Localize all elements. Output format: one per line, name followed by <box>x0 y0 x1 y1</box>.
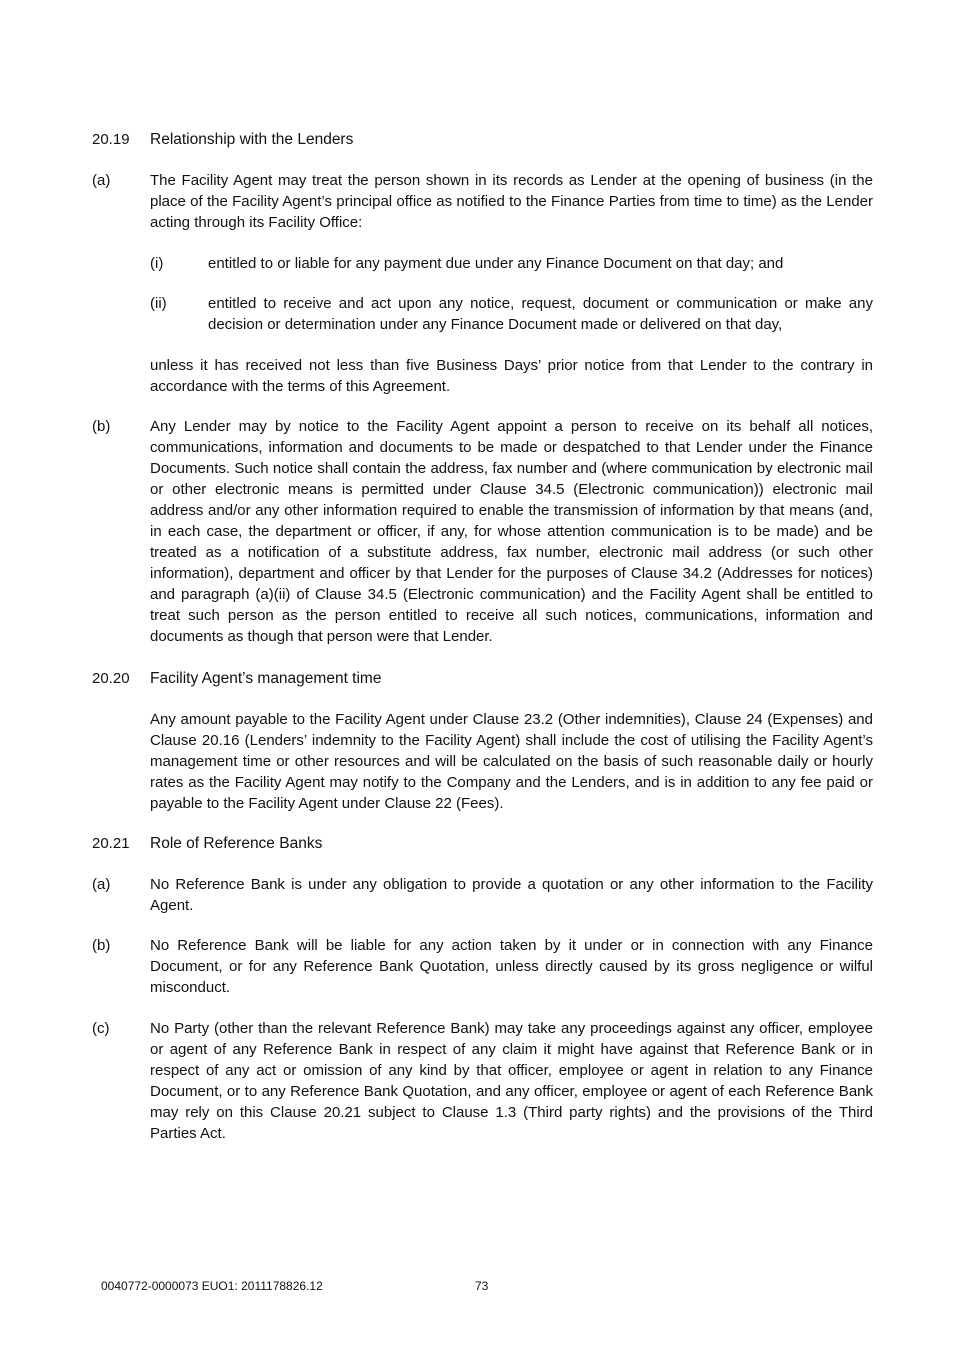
paragraph-text: Any Lender may by notice to the Facility Agent appoint a person to receive on its behalf all notices, communications, information and documents to be made or despatched to that Lender under the Finance Documents. Such notice shall contain the address, fax number and (where communication by electronic mail or other electronic means is permitted under Clause 34.5 (Electronic communication)) electronic mail address and/or any other information required to enable the transmission of information by that means (and, in each case, the department or officer, if any, for whose attention communication is to be made) and be treated as a notification of a substitute address, fax number, electronic mail address (or such other information), department and officer by that Lender for the purposes of Clause 34.2 (Addresses for notices) and paragraph (a)(ii) of Clause 34.5 (Electronic communication) and the Facility Agent shall be entitled to treat such person as the person entitled to receive all such notices, communications, information and documents as though that person were that Lender. <box>150 418 873 645</box>
paragraph-text: unless it has received not less than five Business Days’ prior notice from that Lender to the contrary in accordance with the terms of this Agreement. <box>150 357 873 395</box>
section-title: Facility Agent’s management time <box>150 670 382 687</box>
subparagraph-label: (ii) <box>150 295 167 312</box>
subparagraph-text: entitled to receive and act upon any notice, request, document or communication or make any decision or determination under any Finance Document made or delivered on that day, <box>208 295 873 333</box>
section-number: 20.19 <box>92 131 130 148</box>
paragraph-text: No Reference Bank will be liable for any action taken by it under or in connection with any Finance Document, or for any Reference Bank Quotation, unless directly caused by its gross negligence or wilful misconduct. <box>150 937 873 996</box>
paragraph-text: No Reference Bank is under any obligation to provide a quotation or any other information to the Facility Agent. <box>150 876 873 914</box>
page-number: 73 <box>475 1279 489 1293</box>
footer-document-reference: 0040772-0000073 EUO1: 2011178826.12 <box>101 1279 323 1293</box>
subparagraph-label: (i) <box>150 255 164 272</box>
paragraph-label: (b) <box>92 937 111 954</box>
paragraph-label: (a) <box>92 172 111 189</box>
subparagraph-text: entitled to or liable for any payment due under any Finance Document on that day; and <box>208 255 784 272</box>
paragraph-text: The Facility Agent may treat the person shown in its records as Lender at the opening of business (in the place of the Facility Agent’s principal office as notified to the Finance Parties from time to time) as the Lender acting through its Facility Office: <box>150 172 873 231</box>
section-number: 20.21 <box>92 835 130 852</box>
section-number: 20.20 <box>92 670 130 687</box>
paragraph-text: Any amount payable to the Facility Agent under Clause 23.2 (Other indemnities), Clause 24 (Expenses) and Clause 20.16 (Lenders’ indemnity to the Facility Agent) shall include the cost of utilising the Facility Agent’s management time or other resources and will be calculated on the basis of such reasonable daily or hourly rates as the Facility Agent may notify to the Company and the Lenders, and is in addition to any fee paid or payable to the Facility Agent under Clause 22 (Fees). <box>150 711 873 812</box>
paragraph-label: (b) <box>92 418 111 435</box>
section-title: Role of Reference Banks <box>150 835 323 852</box>
paragraph-label: (c) <box>92 1020 110 1037</box>
section-title: Relationship with the Lenders <box>150 131 354 148</box>
paragraph-label: (a) <box>92 876 111 893</box>
paragraph-text: No Party (other than the relevant Reference Bank) may take any proceedings against any officer, employee or agent of any Reference Bank in respect of any claim it might have against that Reference Bank or in respect of any act or omission of any kind by that officer, employee or agent in relation to any Finance Document, or to any Reference Bank Quotation, and any officer, employee or agent of each Reference Bank may rely on this Clause 20.21 subject to Clause 1.3 (Third party rights) and the provisions of the Third Parties Act. <box>150 1020 873 1142</box>
